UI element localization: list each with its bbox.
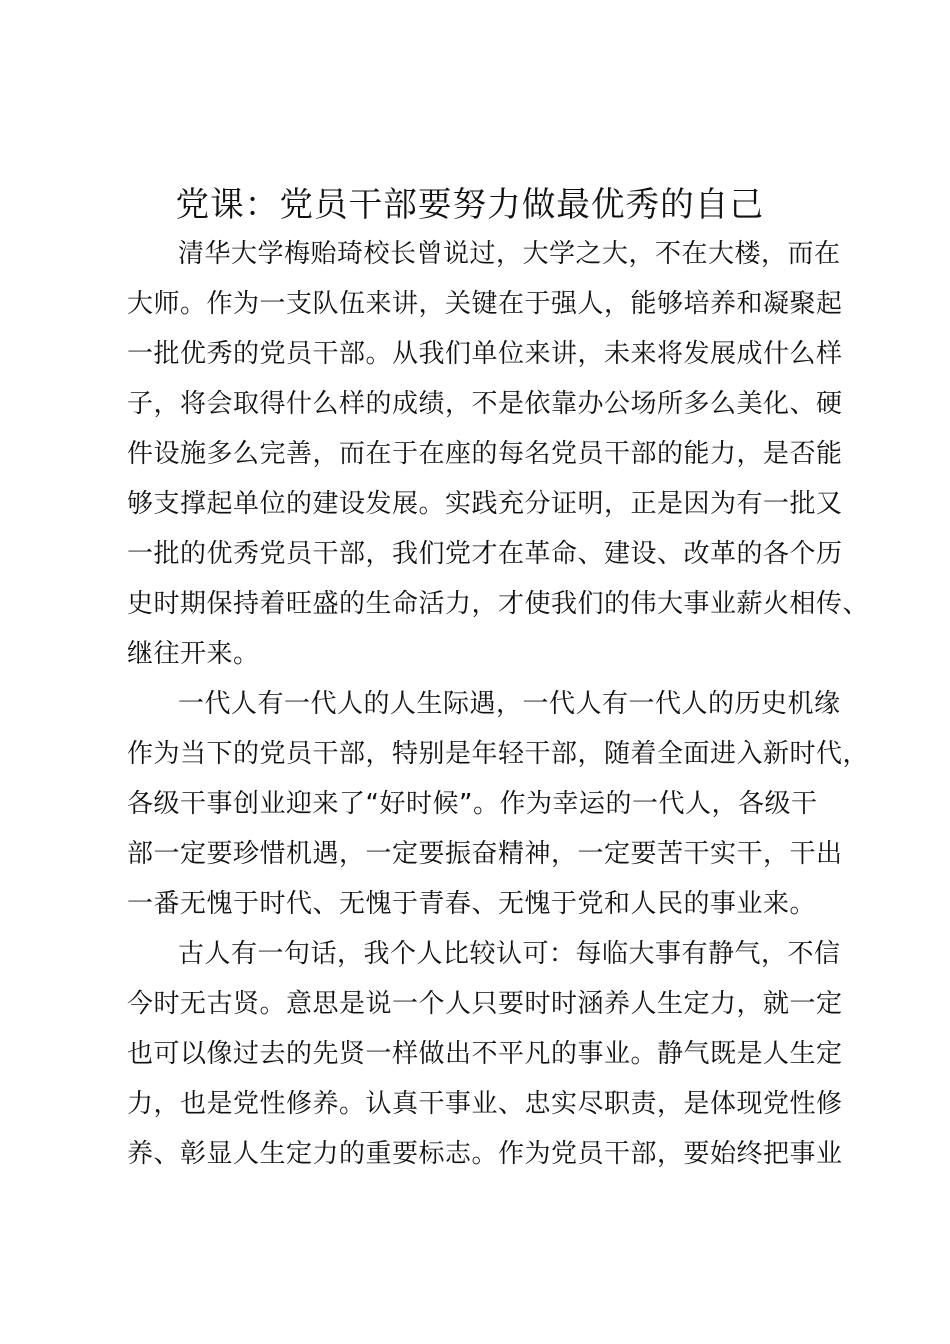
- paragraph-1-line-2: 大师。作为一支队伍来讲，关键在于强人，能够培养和凝聚起: [127, 289, 843, 319]
- paragraph-3-line-4: 力，也是党性修养。认真干事业、忠实尽职责，是体现党性修: [127, 1089, 843, 1119]
- paragraph-3-line-1: 古人有一句话，我个人比较认可：每临大事有静气，不信: [178, 939, 841, 969]
- paragraph-3-line-3: 也可以像过去的先贤一样做出不平凡的事业。静气既是人生定: [127, 1039, 843, 1069]
- document-title: 党课：党员干部要努力做最优秀的自己: [175, 185, 765, 225]
- paragraph-1-line-5: 件设施多么完善，而在于在座的每名党员干部的能力，是否能: [127, 439, 843, 469]
- paragraph-1-line-1: 清华大学梅贻琦校长曾说过，大学之大，不在大楼，而在: [178, 239, 841, 269]
- paragraph-2-line-5: 一番无愧于时代、无愧于青春、无愧于党和人民的事业来。: [127, 889, 817, 919]
- paragraph-1-line-9: 继往开来。: [127, 639, 260, 669]
- paragraph-1-line-4: 子，将会取得什么样的成绩，不是依靠办公场所多么美化、硬: [127, 389, 843, 419]
- paragraph-1-line-7: 一批的优秀党员干部，我们党才在革命、建设、改革的各个历: [127, 539, 843, 569]
- paragraph-3-line-5: 养、彰显人生定力的重要标志。作为党员干部，要始终把事业: [127, 1139, 843, 1169]
- paragraph-1-line-6: 够支撑起单位的建设发展。实践充分证明，正是因为有一批又: [127, 489, 843, 519]
- paragraph-1-line-8: 史时期保持着旺盛的生命活力，才使我们的伟大事业薪火相传、: [127, 589, 870, 619]
- paragraph-2-line-2: 作为当下的党员干部，特别是年轻干部，随着全面进入新时代，: [127, 739, 870, 769]
- paragraph-2-line-1: 一代人有一代人的人生际遇，一代人有一代人的历史机缘: [178, 689, 841, 719]
- paragraph-3-line-2: 今时无古贤。意思是说一个人只要时时涵养人生定力，就一定: [127, 989, 843, 1019]
- paragraph-2-line-3: 各级干事创业迎来了“好时候”。作为幸运的一代人，各级干: [127, 789, 818, 819]
- paragraph-2-line-4: 部一定要珍惜机遇，一定要振奋精神，一定要苦干实干，干出: [127, 839, 843, 869]
- paragraph-1-line-3: 一批优秀的党员干部。从我们单位来讲，未来将发展成什么样: [127, 339, 843, 369]
